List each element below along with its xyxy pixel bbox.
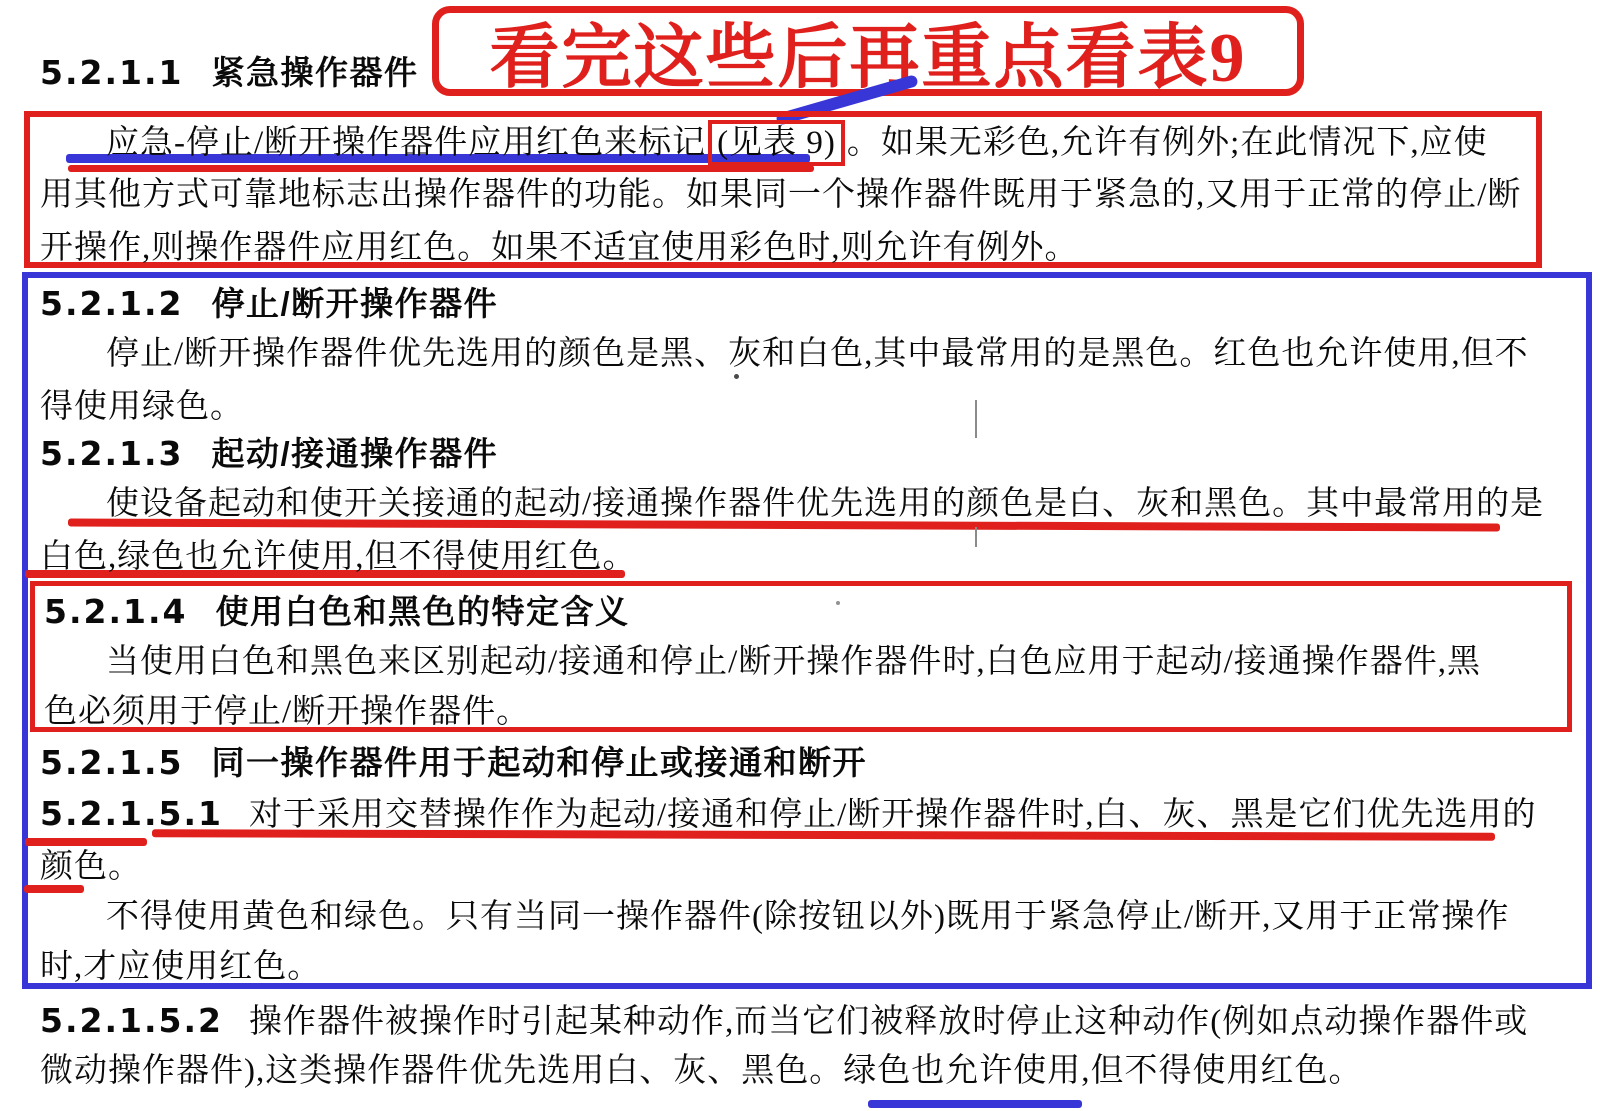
paragraph-line: 使设备起动和使开关接通的起动/接通操作器件优先选用的颜色是白、灰和黑色。其中最常用的是	[106, 486, 1545, 522]
paragraph-line: 当使用白色和黑色来区别起动/接通和停止/断开操作器件时,白色应用于起动/接通操作器件,黑	[106, 644, 1482, 680]
text-run: 应急-停止/断开操作器件应用红色来标记	[106, 125, 707, 161]
section-heading-5215	[40, 742, 867, 784]
section-number: 5.2.1.5	[40, 743, 184, 782]
scan-artifact-line	[975, 527, 977, 547]
section-number: 5.2.1.5.2	[40, 1001, 223, 1040]
underline-blue-bottom-edge	[868, 1100, 1082, 1108]
paragraph-line: 微动操作器件),这类操作器件优先选用白、灰、黑色。绿色也允许使用,但不得使用红色。	[40, 1053, 1363, 1089]
section-number: 5.2.1.3	[40, 434, 184, 473]
paragraph-line: 用其他方式可靠地标志出操作器件的功能。如果同一个操作器件既用于紧急的,又用于正常的停止/断	[40, 177, 1522, 213]
underline-red-52151-number	[25, 838, 147, 846]
text-run: 。如果无彩色,允许有例外;在此情况下,应使	[846, 125, 1488, 161]
paragraph-line: 时,才应使用红色。	[40, 949, 322, 985]
text-run: 对于采用交替操作作为起动/接通和停止/断开操作器件时,白、灰、黑是它们优先选用的	[248, 797, 1537, 833]
section-title: 使用白色和黑色的特定含义	[215, 593, 630, 630]
annotation-banner-see-table9: 看完这些后再重点看表9	[432, 6, 1304, 96]
paragraph-line	[106, 120, 1488, 166]
paragraph-line: 不得使用黄色和绿色。只有当同一操作器件(除按钮以外)既用于紧急停止/断开,又用于正常操作	[106, 899, 1510, 935]
paragraph-line	[40, 793, 1537, 836]
paragraph-line: 白色,绿色也允许使用,但不得使用红色。	[40, 539, 637, 575]
section-title: 停止/断开操作器件	[211, 285, 499, 322]
section-heading-5213	[40, 433, 498, 475]
section-number: 5.2.1.1	[40, 53, 184, 92]
paragraph-line: 色必须用于停止/断开操作器件。	[44, 694, 531, 730]
section-title: 紧急操作器件	[211, 54, 419, 91]
scan-artifact-line	[975, 400, 977, 438]
paragraph-line	[40, 1000, 1528, 1043]
paragraph-line: 开操作,则操作器件应用红色。如果不适宜使用彩色时,则允许有例外。	[40, 230, 1079, 266]
paragraph-line: 停止/断开操作器件优先选用的颜色是黑、灰和白色,其中最常用的是黑色。红色也允许使用,但不	[106, 336, 1529, 372]
text-run: 操作器件被操作时引起某种动作,而当它们被释放时停止这种动作(例如点动操作器件或	[248, 1004, 1529, 1040]
section-heading-5214	[44, 591, 629, 633]
section-number: 5.2.1.4	[44, 592, 188, 631]
section-title: 起动/接通操作器件	[211, 435, 499, 472]
section-heading-5212	[40, 283, 498, 325]
scan-artifact-dot	[836, 601, 840, 605]
section-number: 5.2.1.2	[40, 284, 184, 323]
paragraph-line: 颜色。	[40, 849, 142, 885]
table9-ref-box: (见表 9)	[708, 120, 845, 166]
section-title: 同一操作器件用于起动和停止或接通和断开	[211, 744, 867, 781]
section-heading-5211	[40, 52, 418, 94]
underline-red-emergency-sentence	[68, 165, 814, 172]
paragraph-line: 得使用绿色。	[40, 389, 244, 425]
section-number: 5.2.1.5.1	[40, 794, 223, 833]
